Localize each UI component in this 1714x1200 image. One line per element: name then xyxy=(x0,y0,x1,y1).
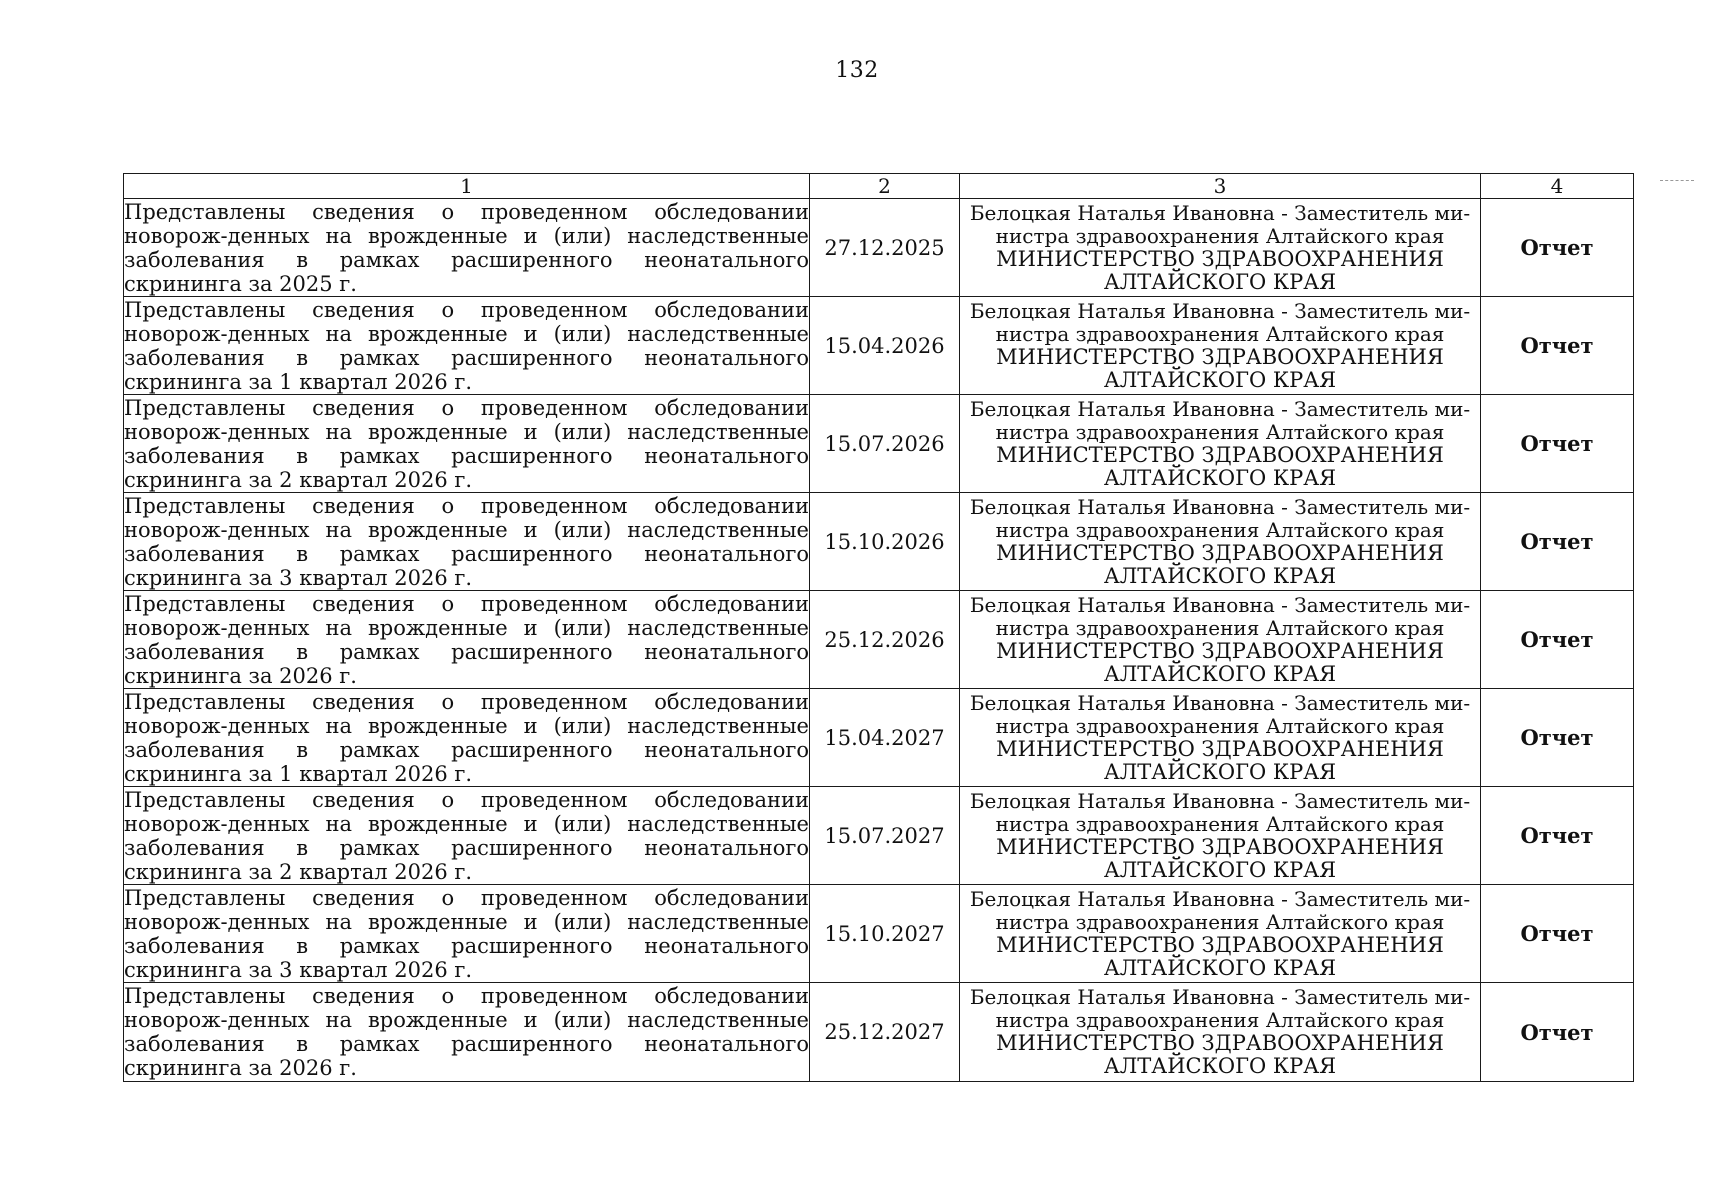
table-row xyxy=(124,493,1634,591)
document-type: Отчет xyxy=(1481,297,1634,395)
table-header-row xyxy=(124,174,1634,199)
report-description: Представлены сведения о проведенном обследовании новорож-денных на врожденные и (или) наследственные заболевания в рамках расширенного неонатального скрининга за 2025 г. xyxy=(124,199,809,296)
page-number: 132 xyxy=(835,58,879,83)
responsible-organization: МИНИСТЕРСТВО ЗДРАВООХРАНЕНИЯ АЛТАЙСКОГО КРАЯ xyxy=(996,246,1444,294)
column-header-4: 4 xyxy=(1481,174,1634,199)
table-row xyxy=(124,787,1634,885)
column-header-1: 1 xyxy=(124,174,810,199)
report-due-date: 15.04.2027 xyxy=(810,689,960,787)
report-due-date: 25.12.2027 xyxy=(810,983,960,1082)
responsible-person: Белоцкая Наталья Ивановна - Заместитель ми-нистра здравоохранения Алтайского края xyxy=(969,788,1471,836)
document-type: Отчет xyxy=(1481,591,1634,689)
report-due-date: 15.10.2027 xyxy=(810,885,960,983)
table-row xyxy=(124,591,1634,689)
report-description: Представлены сведения о проведенном обследовании новорож-денных на врожденные и (или) наследственные заболевания в рамках расширенного неонатального скрининга за 2 квартал 2026 г. xyxy=(124,395,809,492)
responsible-organization: МИНИСТЕРСТВО ЗДРАВООХРАНЕНИЯ АЛТАЙСКОГО КРАЯ xyxy=(996,344,1444,392)
report-due-date: 15.04.2026 xyxy=(810,297,960,395)
report-description: Представлены сведения о проведенном обследовании новорож-денных на врожденные и (или) наследственные заболевания в рамках расширенного неонатального скрининга за 1 квартал 2026 г. xyxy=(124,297,809,394)
responsible-cell xyxy=(960,297,1481,395)
report-due-date: 15.07.2027 xyxy=(810,787,960,885)
responsible-organization: МИНИСТЕРСТВО ЗДРАВООХРАНЕНИЯ АЛТАЙСКОГО КРАЯ xyxy=(996,540,1444,588)
document-type: Отчет xyxy=(1481,689,1634,787)
table-body xyxy=(124,199,1634,1082)
report-due-date: 25.12.2026 xyxy=(810,591,960,689)
responsible-organization: МИНИСТЕРСТВО ЗДРАВООХРАНЕНИЯ АЛТАЙСКОГО КРАЯ xyxy=(996,834,1444,882)
document-type: Отчет xyxy=(1481,199,1634,297)
responsible-person: Белоцкая Наталья Ивановна - Заместитель ми-нистра здравоохранения Алтайского края xyxy=(969,690,1471,738)
table-row xyxy=(124,983,1634,1082)
responsible-cell xyxy=(960,199,1481,297)
responsible-person: Белоцкая Наталья Ивановна - Заместитель ми-нистра здравоохранения Алтайского края xyxy=(969,396,1471,444)
document-type: Отчет xyxy=(1481,885,1634,983)
responsible-cell xyxy=(960,591,1481,689)
responsible-person: Белоцкая Наталья Ивановна - Заместитель ми-нистра здравоохранения Алтайского края xyxy=(969,985,1471,1032)
responsible-cell xyxy=(960,493,1481,591)
responsible-person: Белоцкая Наталья Ивановна - Заместитель ми-нистра здравоохранения Алтайского края xyxy=(969,592,1471,640)
responsible-organization: МИНИСТЕРСТВО ЗДРАВООХРАНЕНИЯ АЛТАЙСКОГО КРАЯ xyxy=(996,442,1444,490)
margin-scan-mark xyxy=(1660,180,1694,181)
report-description: Представлены сведения о проведенном обследовании новорож-денных на врожденные и (или) наследственные заболевания в рамках расширенного неонатального скрининга за 2 квартал 2026 г. xyxy=(124,787,809,884)
responsible-cell xyxy=(960,395,1481,493)
responsible-cell xyxy=(960,983,1481,1082)
responsible-cell xyxy=(960,787,1481,885)
responsible-cell xyxy=(960,689,1481,787)
document-type: Отчет xyxy=(1481,787,1634,885)
responsible-person: Белоцкая Наталья Ивановна - Заместитель ми-нистра здравоохранения Алтайского края xyxy=(969,200,1471,248)
document-type: Отчет xyxy=(1481,983,1634,1082)
report-due-date: 15.07.2026 xyxy=(810,395,960,493)
report-description: Представлены сведения о проведенном обследовании новорож-денных на врожденные и (или) наследственные заболевания в рамках расширенного неонатального скрининга за 2026 г. xyxy=(124,984,809,1080)
column-header-2: 2 xyxy=(810,174,960,199)
document-type: Отчет xyxy=(1481,493,1634,591)
table-row xyxy=(124,395,1634,493)
responsible-person: Белоцкая Наталья Ивановна - Заместитель ми-нистра здравоохранения Алтайского края xyxy=(969,494,1471,542)
report-schedule-table xyxy=(123,173,1634,1082)
responsible-cell xyxy=(960,885,1481,983)
report-description: Представлены сведения о проведенном обследовании новорож-денных на врожденные и (или) наследственные заболевания в рамках расширенного неонатального скрининга за 3 квартал 2026 г. xyxy=(124,885,809,982)
report-due-date: 27.12.2025 xyxy=(810,199,960,297)
responsible-organization: МИНИСТЕРСТВО ЗДРАВООХРАНЕНИЯ АЛТАЙСКОГО КРАЯ xyxy=(996,932,1444,980)
table-row xyxy=(124,199,1634,297)
column-header-3: 3 xyxy=(960,174,1481,199)
responsible-organization: МИНИСТЕРСТВО ЗДРАВООХРАНЕНИЯ АЛТАЙСКОГО КРАЯ xyxy=(996,1031,1444,1078)
responsible-person: Белоцкая Наталья Ивановна - Заместитель ми-нистра здравоохранения Алтайского края xyxy=(969,298,1471,346)
document-type: Отчет xyxy=(1481,395,1634,493)
report-description: Представлены сведения о проведенном обследовании новорож-денных на врожденные и (или) наследственные заболевания в рамках расширенного неонатального скрининга за 1 квартал 2026 г. xyxy=(124,689,809,786)
responsible-organization: МИНИСТЕРСТВО ЗДРАВООХРАНЕНИЯ АЛТАЙСКОГО КРАЯ xyxy=(996,638,1444,686)
report-description: Представлены сведения о проведенном обследовании новорож-денных на врожденные и (или) наследственные заболевания в рамках расширенного неонатального скрининга за 2026 г. xyxy=(124,591,809,688)
responsible-organization: МИНИСТЕРСТВО ЗДРАВООХРАНЕНИЯ АЛТАЙСКОГО КРАЯ xyxy=(996,736,1444,784)
report-description: Представлены сведения о проведенном обследовании новорож-денных на врожденные и (или) наследственные заболевания в рамках расширенного неонатального скрининга за 3 квартал 2026 г. xyxy=(124,493,809,590)
table-row xyxy=(124,689,1634,787)
responsible-person: Белоцкая Наталья Ивановна - Заместитель ми-нистра здравоохранения Алтайского края xyxy=(969,886,1471,934)
table-row xyxy=(124,297,1634,395)
report-due-date: 15.10.2026 xyxy=(810,493,960,591)
table-row xyxy=(124,885,1634,983)
